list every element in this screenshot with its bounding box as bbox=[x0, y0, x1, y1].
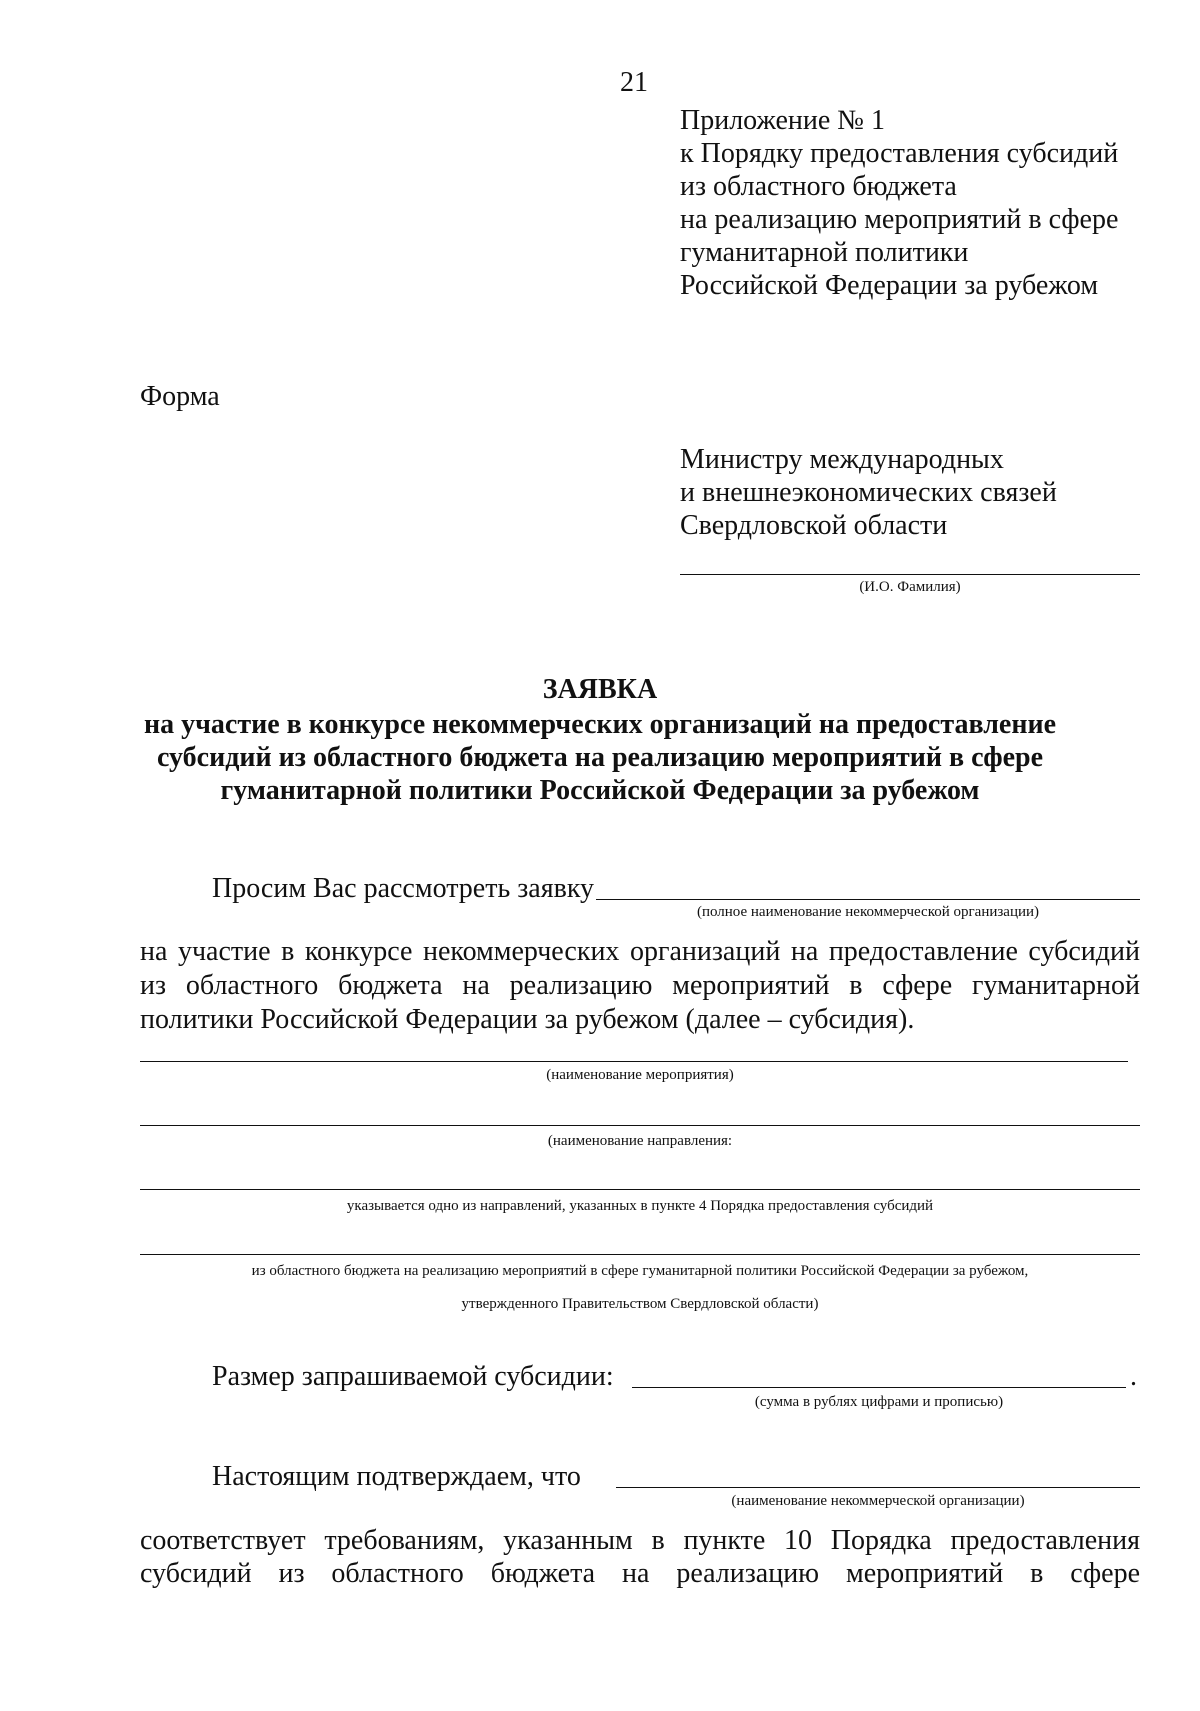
request-lead: Просим Вас рассмотреть заявку bbox=[212, 873, 595, 904]
direction-caption-3: из областного бюджета на реализацию мероприятий в сфере гуманитарной политики Российской Федерации за рубежом, bbox=[251, 1263, 1029, 1279]
appendix-block bbox=[680, 104, 1118, 302]
amount-label: Размер запрашиваемой субсидии: bbox=[212, 1361, 614, 1392]
appendix-line: из областного бюджета bbox=[680, 171, 957, 202]
appendix-line: на реализацию мероприятий в сфере bbox=[680, 204, 1119, 235]
direction-caption: (наименование направления: bbox=[547, 1133, 733, 1149]
addressee-line: и внешнеэкономических связей bbox=[680, 477, 1057, 508]
addressee-name-line bbox=[680, 574, 1140, 575]
appendix-line: Приложение № 1 bbox=[680, 105, 885, 136]
amount-trailing: . bbox=[1130, 1361, 1137, 1392]
form-label: Форма bbox=[140, 381, 220, 412]
page-number: 21 bbox=[620, 67, 648, 98]
direction-line-3[interactable] bbox=[140, 1254, 1140, 1255]
addressee-caption: (И.О. Фамилия) bbox=[859, 579, 961, 595]
event-caption: (наименование мероприятия) bbox=[546, 1067, 734, 1083]
title-line: на участие в конкурсе некоммерческих организаций на предоставление bbox=[143, 709, 1057, 740]
direction-caption-4: утвержденного Правительством Свердловской области) bbox=[461, 1296, 819, 1312]
appendix-line: к Порядку предоставления субсидий bbox=[680, 138, 1119, 169]
org-caption: (полное наименование некоммерческой организации) bbox=[696, 904, 1040, 920]
event-name-line[interactable] bbox=[140, 1061, 1128, 1062]
request-paragraph-last: политики Российской Федерации за рубежом (далее – субсидия). bbox=[140, 1004, 915, 1035]
addressee-line: Министру международных bbox=[680, 444, 1004, 475]
confirm-label: Настоящим подтверждаем, что bbox=[212, 1461, 581, 1492]
title-line: субсидий из областного бюджета на реализацию мероприятий в сфере bbox=[156, 742, 1044, 773]
confirm-org-line[interactable] bbox=[616, 1487, 1140, 1488]
amount-line[interactable] bbox=[632, 1387, 1126, 1388]
direction-line[interactable] bbox=[140, 1125, 1140, 1126]
request-paragraph-line: из областного бюджета на реализацию мероприятий в сфере гуманитарной bbox=[140, 970, 1140, 1001]
title-heading: ЗАЯВКА bbox=[542, 674, 658, 705]
org-name-line[interactable] bbox=[596, 899, 1140, 900]
confirm-paragraph-line: субсидий из областного бюджета на реализацию мероприятий в сфере bbox=[140, 1558, 1140, 1589]
confirm-caption: (наименование некоммерческой организации) bbox=[731, 1493, 1025, 1509]
amount-caption: (сумма в рублях цифрами и прописью) bbox=[754, 1394, 1004, 1410]
appendix-line: Российской Федерации за рубежом bbox=[680, 270, 1099, 301]
appendix-line: гуманитарной политики bbox=[680, 237, 969, 268]
addressee-block bbox=[680, 443, 1057, 542]
confirm-paragraph-line: соответствует требованиям, указанным в пункте 10 Порядка предоставления bbox=[140, 1525, 1140, 1556]
addressee-line: Свердловской области bbox=[680, 510, 948, 541]
title-line: гуманитарной политики Российской Федерации за рубежом bbox=[220, 775, 980, 806]
direction-caption-2: указывается одно из направлений, указанных в пункте 4 Порядка предоставления субсидий bbox=[346, 1198, 934, 1214]
direction-line-2[interactable] bbox=[140, 1189, 1140, 1190]
request-paragraph-line: на участие в конкурсе некоммерческих организаций на предоставление субсидий bbox=[140, 936, 1140, 967]
